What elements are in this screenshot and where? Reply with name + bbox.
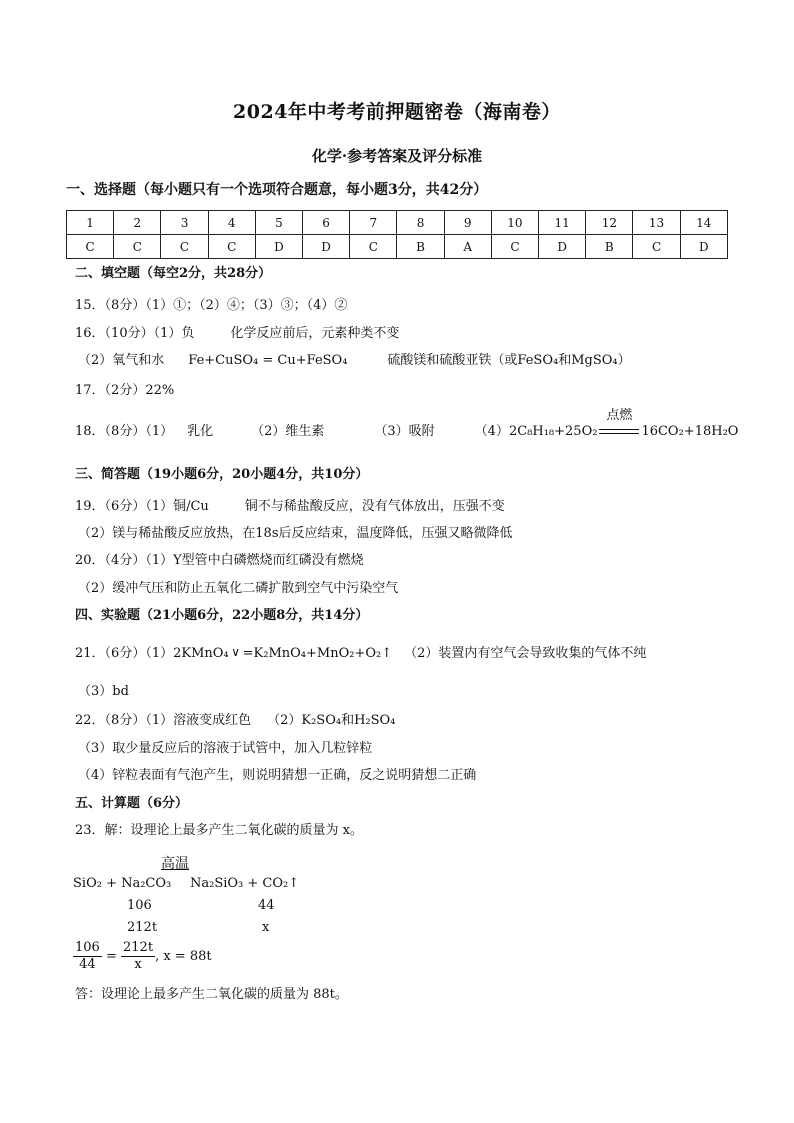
equals-sign: = (105, 949, 117, 964)
section5-heading: 五、计算题（6分） (75, 796, 189, 811)
table-cell: 14 (680, 211, 727, 235)
table-cell: C (161, 235, 208, 259)
table-cell: 4 (208, 211, 255, 235)
table-cell: 8 (397, 211, 444, 235)
q21-prefix: 21．（6分）（1）2KMnO₄ (75, 646, 229, 661)
section1-heading: 一、选择题（每小题只有一个选项符合题意，每小题3分，共42分） (66, 182, 488, 198)
table-cell: A (444, 235, 491, 259)
q21-line1: 21．（6分）（1）2KMnO₄ ∨ =K₂MnO₄+MnO₂+O₂↑ （2）装置内有空气会导致收集的气体不纯 (75, 645, 647, 661)
q20-line2: （2）缓冲气压和防止五氧化二磷扩散到空气中污染空气 (78, 581, 399, 596)
q17-answer: 17．（2分）22% (75, 383, 175, 398)
reaction-condition: 高温 (161, 856, 189, 872)
table-cell: B (397, 235, 444, 259)
q16-reason: 化学反应前后，元素种类不变 (230, 326, 400, 341)
final-answer: 答：设理论上最多产生二氧化碳的质量为 88t。 (75, 987, 348, 1002)
reaction-equals (599, 429, 639, 434)
q22-line2: （3）取少量反应后的溶液于试管中，加入几粒锌粒 (78, 741, 373, 756)
q18-1: 乳化 (187, 424, 214, 439)
molar-mass-na2co3: 106 (127, 898, 152, 913)
q23-intro: 23．解：设理论上最多产生二氧化碳的质量为 x。 (75, 823, 364, 838)
table-cell: 10 (491, 211, 538, 235)
q22-2: （2）K₂SO₄和H₂SO₄ (267, 713, 396, 728)
molar-mass-co2: 44 (258, 898, 275, 913)
ratio-equation (73, 940, 212, 973)
table-cell: D (680, 235, 727, 259)
table-cell: C (633, 235, 680, 259)
q19-prefix: 19．（6分）（1）铜/Cu (75, 499, 209, 514)
q22-line1 (75, 712, 395, 730)
q16-prefix: 16．（10分）（1）负 (75, 326, 195, 341)
table-cell: C (114, 235, 161, 259)
q16-line1 (75, 325, 399, 343)
q18-prefix: 18．（8分）（1） (75, 424, 174, 439)
q18-2: （2）维生素 (251, 424, 325, 439)
table-cell: 6 (303, 211, 350, 235)
q21-line2: （3）bd (78, 684, 129, 699)
table-cell: 9 (444, 211, 491, 235)
answer-table (66, 210, 728, 259)
q16-2-prefix: （2）氧气和水 (78, 353, 165, 368)
answer-table-number-row (67, 211, 728, 235)
table-cell: B (586, 235, 633, 259)
page-subtitle: 化学·参考答案及评分标准 (311, 147, 483, 165)
q18-line (75, 408, 739, 441)
table-cell: 11 (539, 211, 586, 235)
table-cell: 2 (114, 211, 161, 235)
q21-equation: =K₂MnO₄+MnO₂+O₂↑ (242, 646, 393, 661)
fraction-left: $\frac{106}{44}$ (75, 940, 100, 972)
q18-4-prefix: （4）2C₈H₁₈+25O₂ (474, 424, 598, 439)
table-cell: D (255, 235, 302, 259)
q19-reason: 铜不与稀盐酸反应，没有气体放出，压强不变 (244, 499, 505, 514)
q16-3-answer: 硫酸镁和硫酸亚铁（或FeSO₄和MgSO₄） (387, 353, 631, 368)
page-title: 2024年中考考前押题密卷（海南卷） (233, 101, 561, 123)
mass-co2: x (262, 920, 270, 935)
q18-3: （3）吸附 (374, 424, 435, 439)
combustion-condition (597, 408, 641, 441)
table-cell: 3 (161, 211, 208, 235)
products: Na₂SiO₃ + CO₂↑ (190, 876, 300, 891)
q22-prefix: 22．（8分）（1）溶液变成红色 (75, 713, 252, 728)
fraction-right: $\frac{212t}{x}$ (123, 940, 154, 972)
table-cell: 13 (633, 211, 680, 235)
q16-line2 (78, 352, 631, 370)
q16-equation: Fe+CuSO₄ = Cu+FeSO₄ (188, 353, 348, 368)
table-cell: D (303, 235, 350, 259)
reactants: SiO₂ + Na₂CO₃ (73, 876, 172, 891)
answer-table-answer-row (67, 235, 728, 259)
table-cell: 7 (350, 211, 397, 235)
table-cell: D (539, 235, 586, 259)
section4-heading: 四、实验题（21小题6分，22小题8分，共14分） (75, 608, 369, 623)
table-cell: 12 (586, 211, 633, 235)
q15-answer: 15．（8分）（1）①；（2）④；（3）③；（4）② (75, 298, 348, 313)
table-cell: C (67, 235, 114, 259)
q19-line2: （2）镁与稀盐酸反应放热，在18s后反应结束，温度降低，压强又略微降低 (78, 526, 513, 541)
table-cell: C (491, 235, 538, 259)
q21-2: （2）装置内有空气会导致收集的气体不纯 (404, 646, 647, 661)
result: , x = 88t (155, 949, 212, 964)
q22-line3: （4）锌粒表面有气泡产生，则说明猜想一正确，反之说明猜想二正确 (78, 768, 477, 783)
condition-label: 点燃 (606, 408, 633, 423)
q19-line1 (75, 498, 505, 516)
section2-heading: 二、填空题（每空2分，共28分） (75, 266, 272, 281)
section3-heading: 三、简答题（19小题6分，20小题4分，共10分） (75, 467, 369, 482)
mass-na2co3: 212t (127, 920, 158, 935)
table-cell: C (208, 235, 255, 259)
table-cell: 5 (255, 211, 302, 235)
table-cell: 1 (67, 211, 114, 235)
table-cell: C (350, 235, 397, 259)
q20-line1: 20．（4分）（1）Y型管中白磷燃烧而红磷没有燃烧 (75, 553, 364, 568)
q18-4-suffix: 16CO₂+18H₂O (641, 424, 739, 439)
